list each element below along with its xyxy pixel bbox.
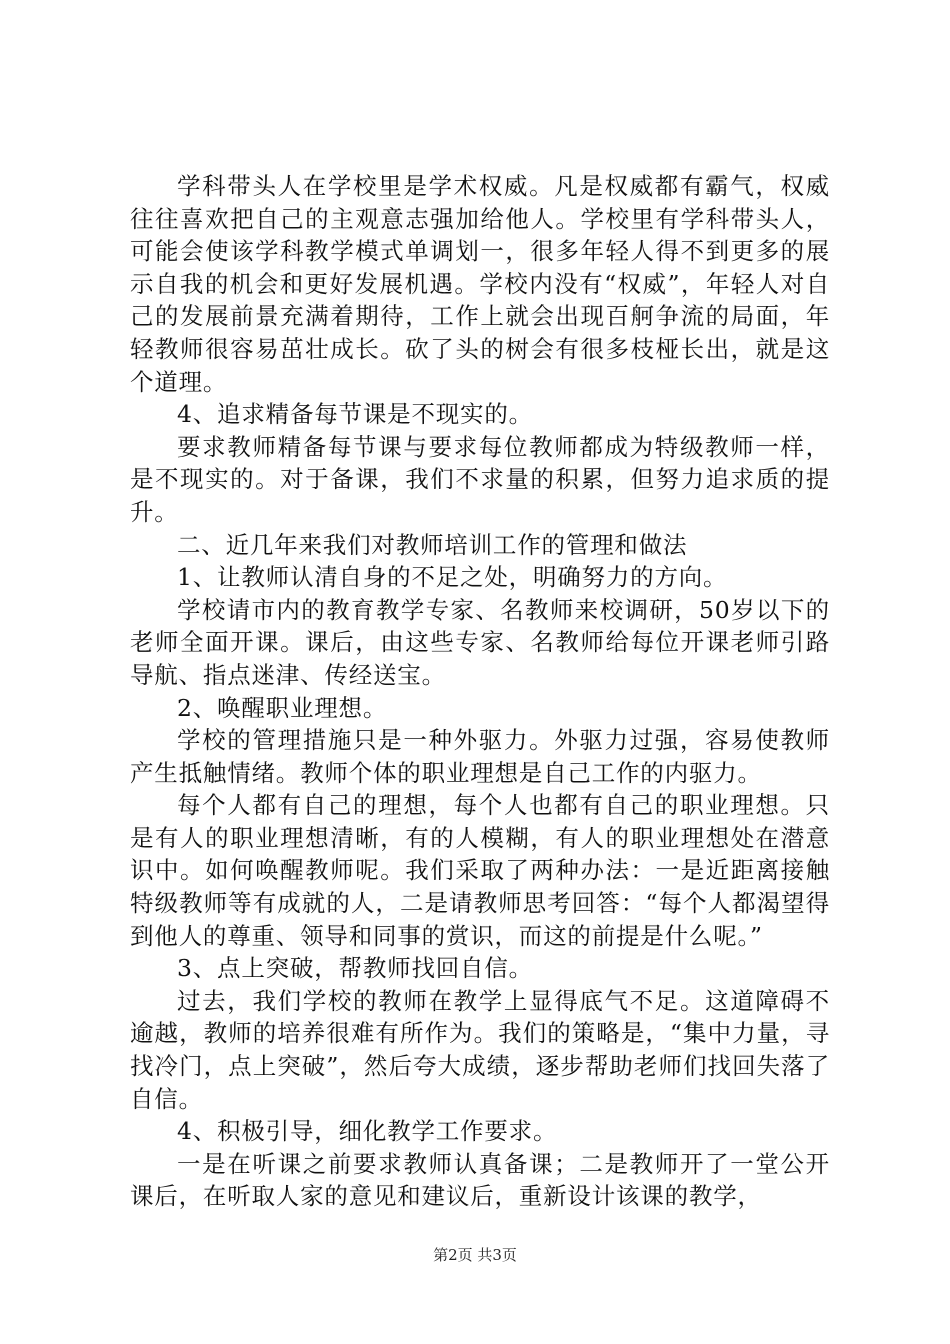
paragraph: 每个人都有自己的理想，每个人也都有自己的职业理想。只是有人的职业理想清晰，有的人模糊，有人的职业理想处在潜意识中。如何唤醒教师呢。我们采取了两种办法：一是近距离接触特级教师等有成就的人，二是请教师思考回答：“每个人都渴望得到他人的尊重、领导和同事的赏识，而这的前提是什么呢。”	[130, 791, 830, 950]
section-heading: 二、近几年来我们对教师培训工作的管理和做法	[177, 530, 688, 559]
paragraph: 一是在听课之前要求教师认真备课；二是教师开了一堂公开课后，在听取人家的意见和建议后，重新设计该课的教学，	[130, 1149, 830, 1211]
page-number-footer: 第2页 共3页	[433, 1246, 517, 1264]
paragraph: 过去，我们学校的教师在教学上显得底气不足。这道障碍不逾越，教师的培养很难有所作为。我们的策略是，“集中力量，寻找冷门，点上突破”，然后夸大成绩，逐步帮助老师们找回失落了自信。	[130, 986, 830, 1113]
paragraph: 4、追求精备每节课是不现实的。	[177, 400, 533, 429]
paragraph: 要求教师精备每节课与要求每位教师都成为特级教师一样，是不现实的。对于备课，我们不求量的积累，但努力追求质的提升。	[130, 432, 830, 526]
paragraph: 2、唤醒职业理想。	[177, 693, 388, 722]
paragraph: 学校请市内的教育教学专家、名教师来校调研，50岁以下的老师全面开课。课后，由这些专家、名教师给每位开课老师引路导航、指点迷津、传经送宝。	[130, 595, 830, 689]
paragraph: 学科带头人在学校里是学术权威。凡是权威都有霸气，权威往往喜欢把自己的主观意志强加给他人。学校里有学科带头人，可能会使该学科教学模式单调划一，很多年轻人得不到更多的展示自我的机会和更好发展机遇。学校内没有“权威”，年轻人对自己的发展前景充满着期待，工作上就会出现百舸争流的局面，年轻教师很容易茁壮成长。砍了头的树会有很多枝桠长出，就是这个道理。	[130, 172, 830, 396]
document-body	[130, 170, 830, 1213]
paragraph: 1、让教师认清自身的不足之处，明确努力的方向。	[177, 563, 728, 592]
paragraph: 4、积极引导，细化教学工作要求。	[177, 1117, 558, 1146]
paragraph: 学校的管理措施只是一种外驱力。外驱力过强，容易使教师产生抵触情绪。教师个体的职业理想是自己工作的内驱力。	[130, 726, 830, 787]
paragraph: 3、点上突破，帮教师找回自信。	[177, 954, 533, 983]
